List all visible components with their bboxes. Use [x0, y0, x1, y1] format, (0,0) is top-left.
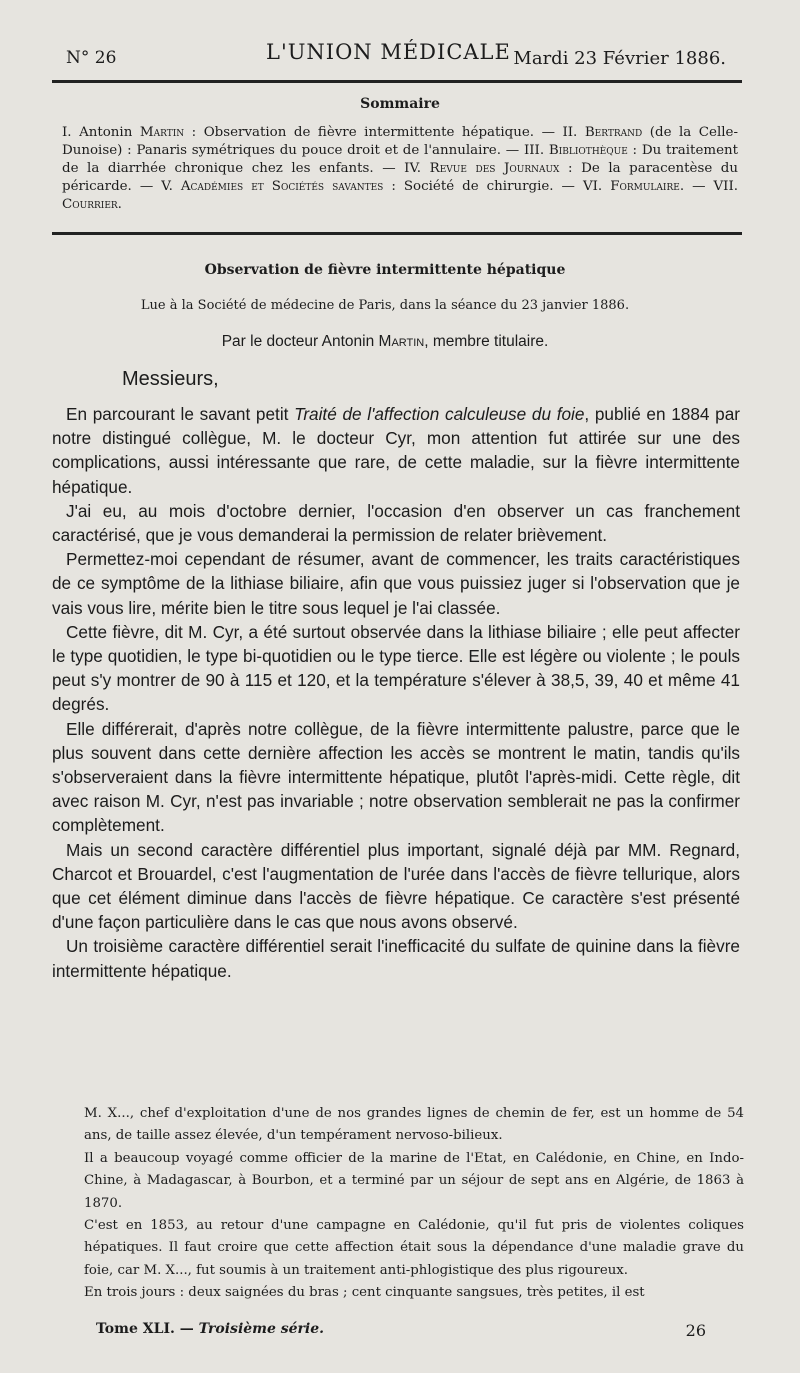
journal-title: L'UNION MÉDICALE: [266, 40, 511, 64]
paragraph: Cette fièvre, dit M. Cyr, a été surtout observée dans la lithiase biliaire ; elle peut affecter le type quotidien, le type bi-quotidien ou le type tierce. Elle est légère ou violente ; le pouls peut s'y montrer de 90 à 115 et 120, et la température s'élever à 38,5, 39, 40 et même 41 degrés.: [52, 621, 740, 715]
observation-paragraph: Il a beaucoup voyagé comme officier de la marine de l'Etat, en Calédonie, en Chine, en Indo-Chine, à Madagascar, à Bourbon, et a terminé par un séjour de sept ans en Algérie, de 1863 à 1870.: [84, 1150, 744, 1211]
sommaire-text: I. Antonin Martin : Observation de fièvre intermittente hépatique. — II. Bertrand (de la Celle-Dunoise) : Panaris symétriques du pouce droit et de l'annulaire. — III. Bibliothèque : Du traitement de la diarrhée chronique chez les enfants. — IV. Revue des Journaux : De la paracentèse du péricarde. — V. Académies et Sociétés savantes : Société de chirurgie. — VI. Formulaire. — VII. Courrier.: [62, 125, 738, 212]
paragraph: Mais un second caractère différentiel plus important, signalé déjà par MM. Regnard, Charcot et Brouardel, c'est l'augmentation de l'urée dans l'accès de fièvre tellurique, alors que cet élément diminue dans l'accès de fièvre hépatique. Ce caractère s'est présenté d'une façon particulière dans le cas que nous avons observé.: [52, 839, 740, 933]
sommaire-title: Sommaire: [360, 96, 440, 112]
page-header: [66, 40, 726, 80]
article-body: [52, 402, 740, 983]
page-footer: [96, 1321, 706, 1345]
observation-paragraph: En trois jours : deux saignées du bras ; cent cinquante sangsues, très petites, il est: [84, 1285, 645, 1301]
issue-number: N° 26: [66, 48, 117, 68]
page-number: 26: [685, 1321, 706, 1340]
salutation: Messieurs,: [122, 368, 219, 390]
observation-paragraph: C'est en 1853, au retour d'une campagne en Calédonie, qu'il fut pris de violentes coliques hépatiques. Il faut croire que cette affection était sous la dépendance d'une maladie grave du foie, car M. X..., fut soumis à un traitement anti-phlogistique des plus rigoureux.: [84, 1218, 744, 1278]
observation-paragraph: M. X..., chef d'exploitation d'une de nos grandes lignes de chemin de fer, est un homme de 54 ans, de taille assez élevée, d'un tempérament nervoso-bilieux.: [84, 1106, 744, 1144]
paragraph: J'ai eu, au mois d'octobre dernier, l'occasion d'en observer un cas franchement caractérisé, que je vous demanderai la permission de relater brièvement.: [52, 500, 740, 546]
issue-date: Mardi 23 Février 1886.: [513, 48, 726, 69]
header-rule: [52, 80, 742, 83]
paragraph: Permettez-moi cependant de résumer, avant de commencer, les traits caractéristiques de ce symptôme de la lithiase biliaire, afin que vous puissiez juger si l'observation que je vais vous lire, mérite bien le titre sous lequel je l'ai classée.: [52, 549, 740, 618]
article-author: Par le docteur Antonin Martin, membre titulaire.: [221, 333, 549, 350]
article-subtitle: Lue à la Société de médecine de Paris, dans la séance du 23 janvier 1886.: [140, 298, 630, 313]
paragraph: En parcourant le savant petit Traité de l'affection calculeuse du foie, publié en 1884 par notre distingué collègue, M. le docteur Cyr, mon attention fut attirée sur une des complications, aussi intéressante que rare, de cette maladie, sur la fièvre intermittente hépatique.: [52, 404, 740, 497]
paragraph: Elle différerait, d'après notre collègue, de la fièvre intermittente palustre, parce que le plus souvent dans cette dernière affection les accès se montrent le matin, tandis qu'ils s'observeraient dans la fièvre intermittente hépatique, plutôt l'après-midi. Cette règle, dit avec raison M. Cyr, n'est pas invariable ; notre observation semblerait ne pas la confirmer complètement.: [52, 718, 740, 836]
article-title: Observation de fièvre intermittente hépatique: [204, 262, 566, 278]
tome-label: Tome XLI. — Troisième série.: [96, 1321, 325, 1337]
sommaire-rule: [52, 232, 742, 235]
observation-text: [84, 1103, 744, 1305]
paragraph: Un troisième caractère différentiel serait l'inefficacité du sulfate de quinine dans la fièvre intermittente hépatique.: [52, 936, 740, 981]
